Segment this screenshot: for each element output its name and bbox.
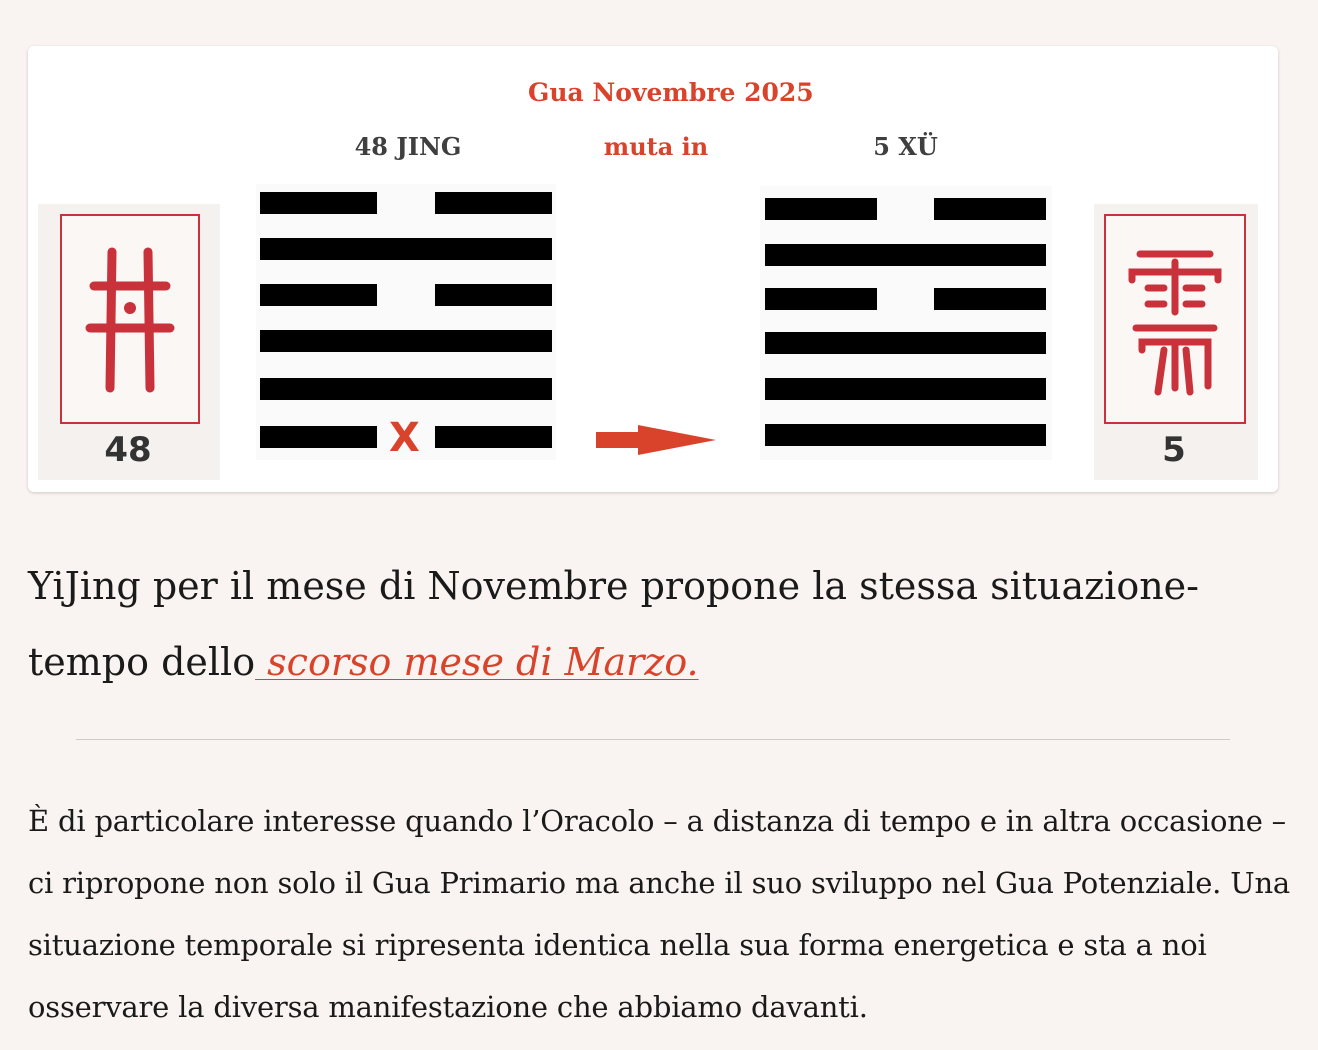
potential-seal — [1094, 204, 1258, 480]
hexagram-line — [765, 288, 877, 310]
primary-number: 48 — [104, 430, 152, 470]
hexagram-line — [934, 288, 1046, 310]
march-link[interactable]: scorso mese di Marzo. — [255, 640, 699, 684]
hexagram-line — [435, 284, 552, 306]
potential-hexagram — [760, 186, 1052, 460]
primary-hexagram-name: 48 JING — [354, 132, 462, 161]
potential-seal-frame — [1104, 214, 1246, 424]
primary-seal-glyph-icon — [62, 216, 198, 422]
hexagram-line — [260, 192, 377, 214]
potential-hexagram-name: 5 XÜ — [873, 132, 938, 161]
heading-text: YiJing per il mese di Novembre propone la stessa situazione-tempo dello — [28, 564, 1200, 684]
hexagram-line — [765, 332, 1046, 354]
section-divider — [76, 739, 1230, 740]
hexagram-line — [260, 238, 552, 260]
arrow-right-icon — [594, 422, 718, 458]
primary-hexagram — [256, 184, 556, 460]
hexagram-line — [260, 284, 377, 306]
potential-seal-glyph-icon — [1106, 216, 1244, 422]
hexagram-line — [260, 330, 552, 352]
section-heading — [28, 548, 1288, 700]
hexagram-line — [765, 424, 1046, 446]
hexagram-line — [260, 426, 377, 448]
transition-label: muta in — [603, 132, 709, 161]
primary-seal-frame — [60, 214, 200, 424]
body-paragraph: È di particolare interesse quando l’Oracolo – a distanza di tempo e in altra occasione – ci ripropone non solo il Gua Primario ma anche il suo sviluppo nel Gua Potenziale. Una situazione temporale si ripresenta identica nella sua forma energetica e sta a noi osservare la diversa manifestazione che abbiamo davanti. — [28, 804, 1291, 1024]
hexagram-line — [765, 198, 877, 220]
potential-number: 5 — [1162, 430, 1186, 470]
hexagram-line — [435, 426, 552, 448]
hexagram-line — [765, 378, 1046, 400]
hexagram-line — [765, 244, 1046, 266]
hexagram-line — [435, 192, 552, 214]
hexagram-line — [260, 378, 552, 400]
primary-seal — [38, 204, 220, 480]
gua-title: Gua Novembre 2025 — [528, 78, 814, 107]
hexagram-line — [934, 198, 1046, 220]
changing-line-mark: X — [389, 415, 420, 461]
hexagram-banner-image — [28, 46, 1278, 492]
